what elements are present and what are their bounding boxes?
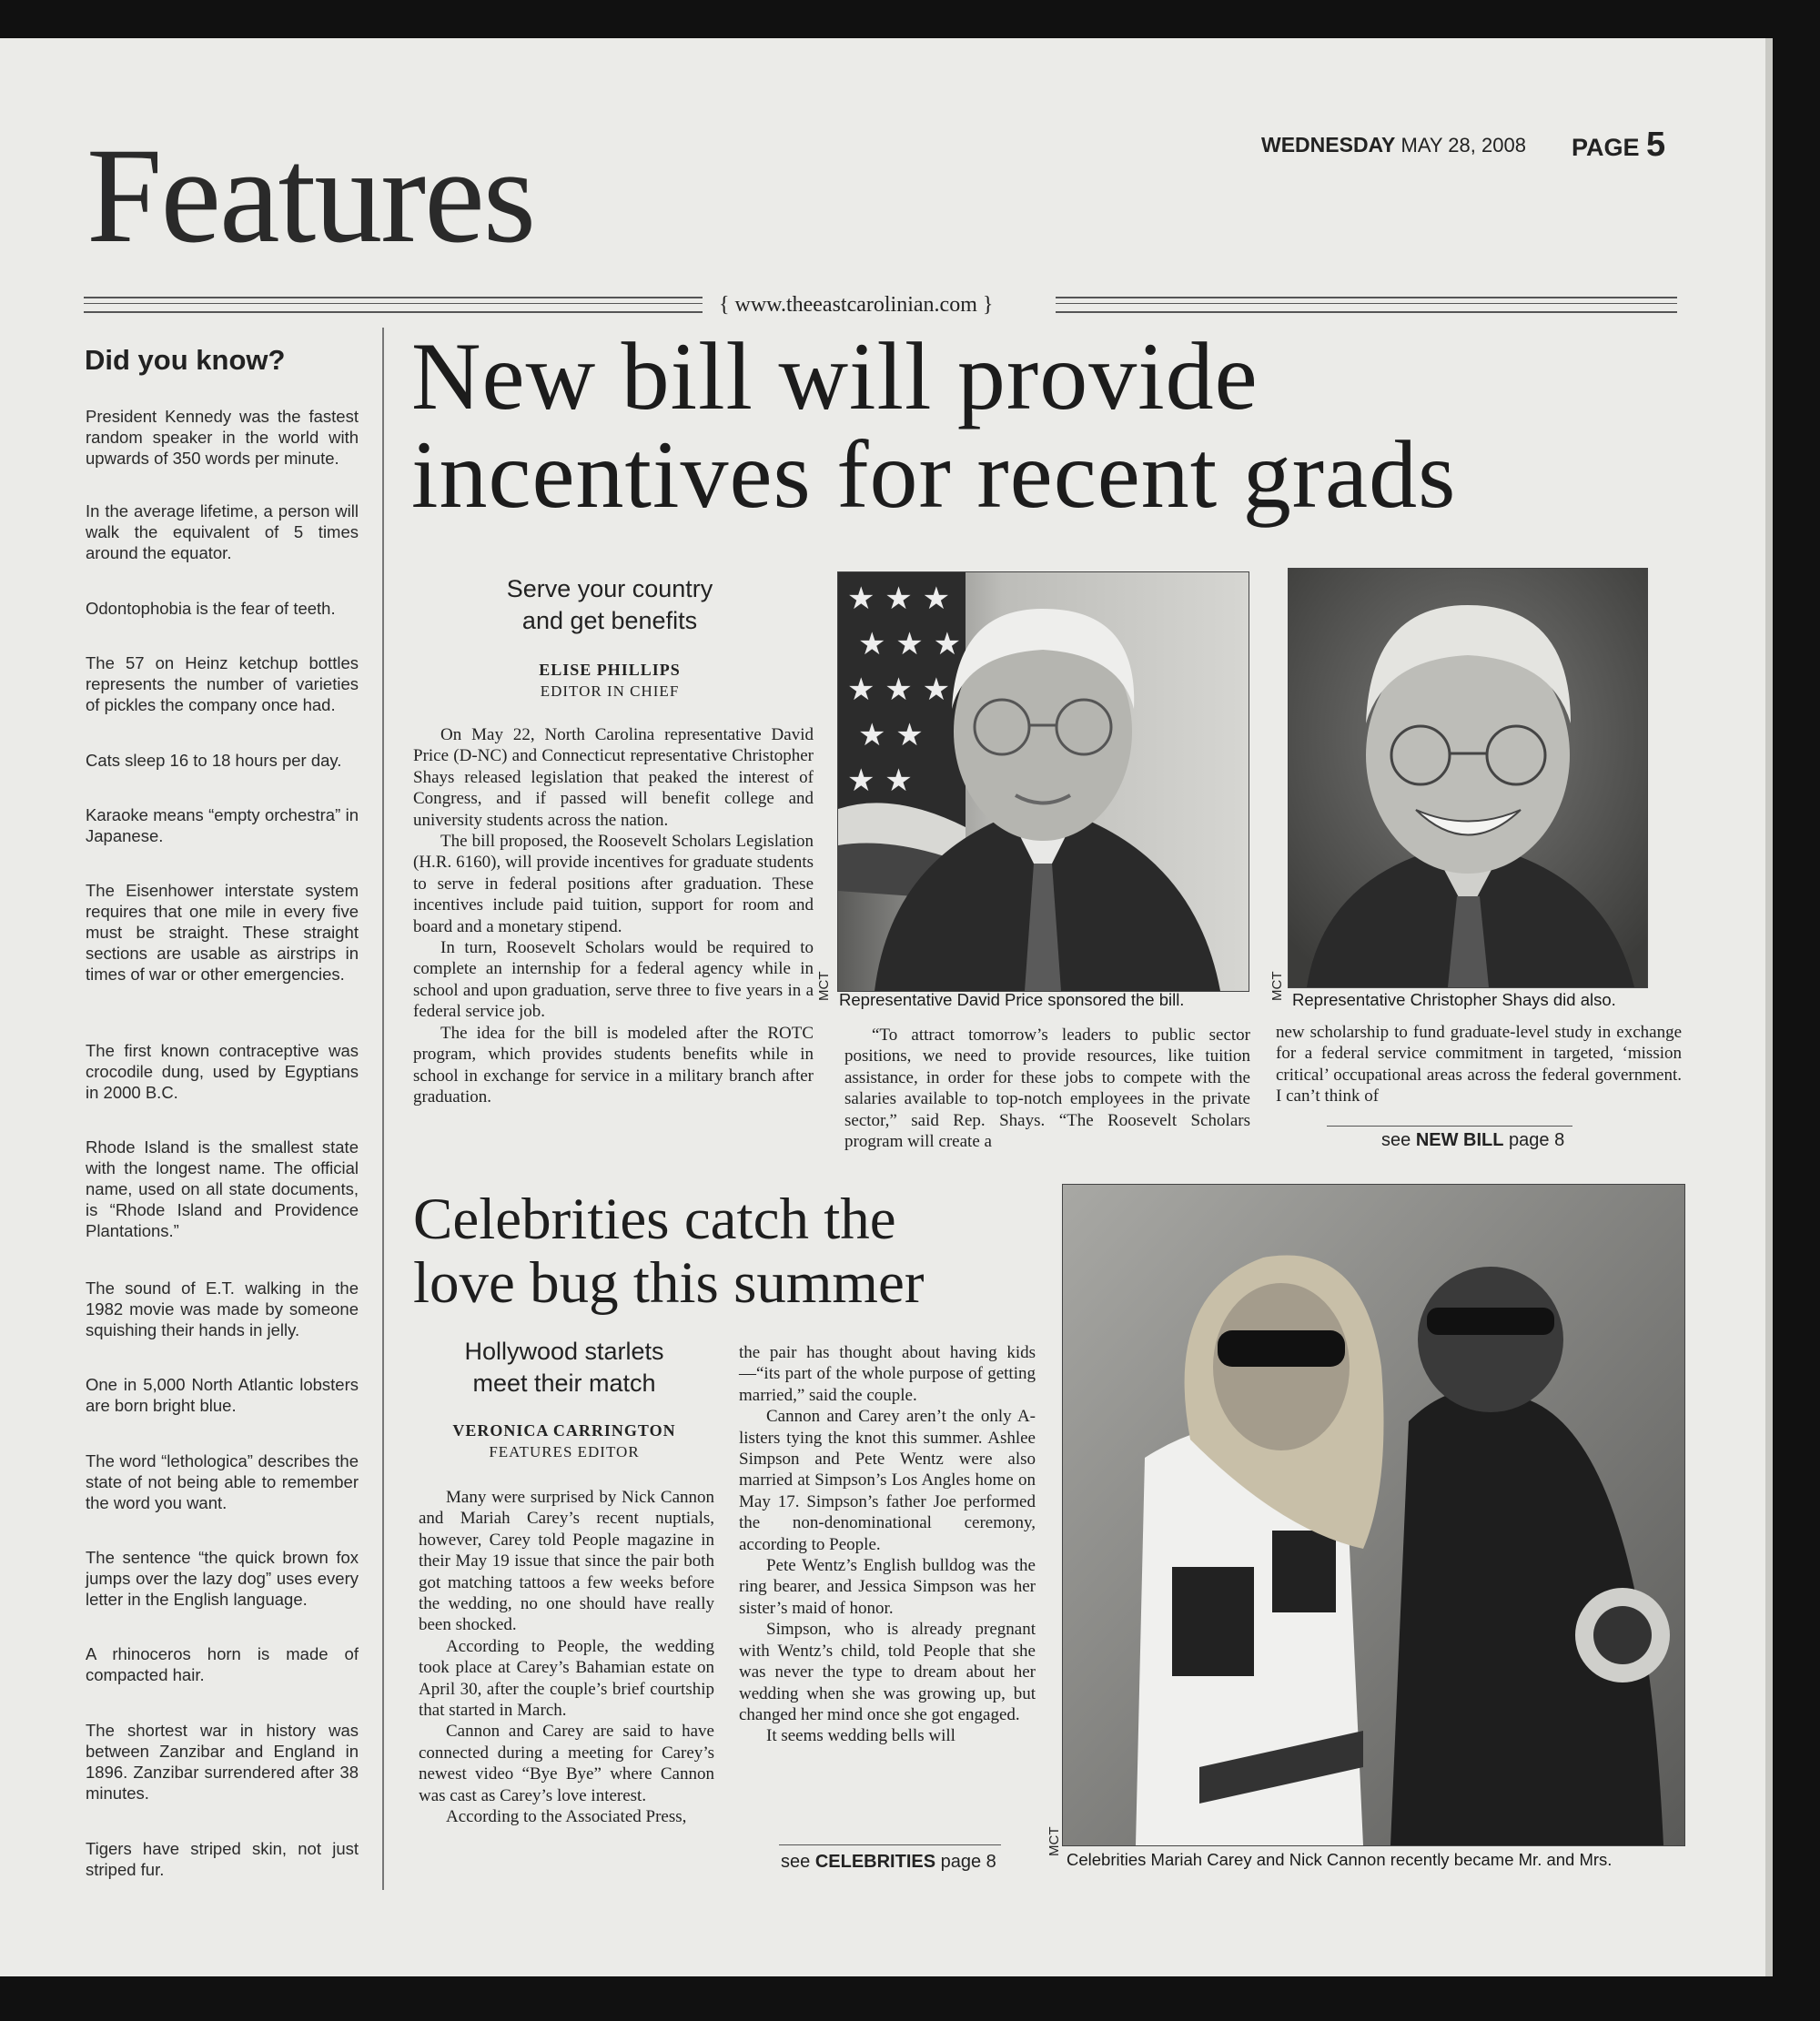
portrait-illustration bbox=[838, 572, 1249, 991]
story1-byline bbox=[428, 659, 792, 702]
story2-paragraph: According to People, the wedding took place at Carey’s Bahamian estate on April 30, after the couple’s brief courtship that started in March. bbox=[419, 1636, 714, 1721]
story2-author: VERONICA CARRINGTON bbox=[452, 1421, 676, 1440]
fact-item: In the average lifetime, a person will walk the equivalent of 5 times around the equator. bbox=[86, 501, 359, 562]
photo1-credit: MCT bbox=[816, 971, 832, 1001]
page-edge bbox=[1765, 38, 1773, 1976]
page-number: 5 bbox=[1646, 126, 1666, 164]
page-number-label bbox=[1572, 126, 1665, 165]
photo1-caption: Representative David Price sponsored the bill. bbox=[839, 990, 1185, 1009]
fact-item: The sound of E.T. walking in the 1982 movie was made by someone squishing their hands in jelly. bbox=[86, 1278, 359, 1339]
portrait-illustration bbox=[1289, 569, 1647, 987]
story2-paragraph: Cannon and Carey are said to have connected during a meeting for Carey’s newest video “Bye Bye” where Cannon was cast as Carey’s love interest. bbox=[419, 1722, 714, 1805]
story2-paragraph: Cannon and Carey aren’t the only A-listers tying the knot this summer. Ashlee Simpson and Pete Wentz were also married at Simpson’s Los Angles home on May 17. Simpson’s father Joe performed the non-denominational ceremony, according to People. bbox=[739, 1407, 1036, 1554]
story2-column-2 bbox=[739, 1342, 1036, 1747]
photo3-credit: MCT bbox=[1046, 1826, 1062, 1856]
svg-text:★ ★: ★ ★ bbox=[858, 717, 924, 753]
fact-item: One in 5,000 North Atlantic lobsters are born bright blue. bbox=[86, 1375, 359, 1415]
jump-page: page 8 bbox=[1509, 1130, 1565, 1150]
jump-see-text: see bbox=[781, 1852, 811, 1872]
svg-text:★ ★: ★ ★ bbox=[847, 763, 913, 799]
fact-item: Tigers have striped skin, not just striped fur. bbox=[86, 1839, 359, 1879]
story2-headline-line1: Celebrities catch the bbox=[413, 1187, 896, 1252]
fact-item: The word “lethologica” describes the state of not being able to remember the word you want. bbox=[86, 1451, 359, 1512]
story1-paragraph: In turn, Roosevelt Scholars would be required to complete an internship for a federal agency while in school and upon graduation, serve three to five years in a federal service job. bbox=[413, 938, 814, 1022]
story2-byline bbox=[391, 1420, 737, 1463]
fact-item: Rhode Island is the smallest state with the longest name. The official name, used on all state documents, is “Rhode Island and Providence Plantations.” bbox=[86, 1137, 359, 1240]
story2-deck-line1: Hollywood starlets bbox=[464, 1338, 664, 1365]
jump-rule bbox=[779, 1844, 1001, 1845]
celebrity-couple-photo bbox=[1062, 1184, 1685, 1846]
fact-item: Odontophobia is the fear of teeth. bbox=[86, 599, 336, 618]
story2-paragraph: Simpson, who is already pregnant with Wentz’s child, told People that she was never the type to dream about her wedding when she was growing up, but changed her mind once she got engaged. bbox=[739, 1620, 1036, 1724]
story1-column-3 bbox=[1276, 1022, 1682, 1107]
couple-illustration bbox=[1063, 1185, 1684, 1845]
website-url[interactable]: { www.theeastcarolinian.com } bbox=[719, 293, 994, 317]
story1-deck-line2: and get benefits bbox=[521, 607, 698, 634]
jump-page: page 8 bbox=[940, 1852, 996, 1872]
christopher-shays-photo bbox=[1288, 568, 1648, 988]
story2-deck-line2: meet their match bbox=[472, 1369, 656, 1397]
story1-headline-line1: New bill will provide bbox=[411, 323, 1259, 429]
jump-see-text: see bbox=[1381, 1130, 1411, 1150]
story2-headline-line2: love bug this summer bbox=[413, 1250, 925, 1316]
fact-item: The shortest war in history was between Zanzibar and England in 1896. Zanzibar surrendered after 38 minutes. bbox=[86, 1721, 359, 1803]
story2-headline bbox=[413, 1187, 1050, 1315]
masthead-rule-left bbox=[84, 297, 703, 313]
story2-paragraph: the pair has thought about having kids—“its part of the whole purpose of getting married,” said the couple. bbox=[739, 1343, 1036, 1405]
story2-paragraph: According to the Associated Press, bbox=[446, 1807, 687, 1827]
story1-headline bbox=[411, 323, 1685, 528]
issue-date bbox=[1261, 133, 1526, 157]
issue-date-text: MAY 28, 2008 bbox=[1400, 134, 1526, 157]
david-price-photo bbox=[837, 571, 1249, 992]
fact-item: The Eisenhower interstate system requires that one mile in every five must be straight. These straight sections are usable as airstrips in times of war or other emergencies. bbox=[86, 881, 359, 984]
story1-paragraph: The bill proposed, the Roosevelt Scholars Legislation (H.R. 6160), will provide incentives for graduate students to serve in federal positions after graduation. These incentives include paid tuition, support for room and board and a monetary stipend. bbox=[413, 832, 814, 936]
new-bill-jump-link[interactable] bbox=[1381, 1130, 1564, 1151]
story2-paragraph: It seems wedding bells will bbox=[766, 1726, 956, 1746]
story1-paragraph: “To attract tomorrow’s leaders to public sector positions, we need to provide resources, like tuition assistance, in order for these jobs to compete with the salaries available to top-notch employees in the private sector,” said Rep. Shays. “The Roosevelt Scholars program will create a bbox=[844, 1026, 1250, 1152]
story1-deck-line1: Serve your country bbox=[506, 575, 713, 602]
story1-deck bbox=[428, 573, 792, 637]
story1-author: ELISE PHILLIPS bbox=[539, 661, 681, 679]
story1-column-1 bbox=[413, 724, 814, 1107]
fact-item: A rhinoceros horn is made of compacted hair. bbox=[86, 1644, 359, 1684]
page-label: PAGE bbox=[1572, 134, 1640, 161]
photo2-caption: Representative Christopher Shays did also. bbox=[1292, 990, 1616, 1009]
story2-paragraph: Many were surprised by Nick Cannon and Mariah Carey’s recent nuptials, however, Carey told People magazine in their May 19 issue that since the pair both got matching tattoos a few weeks before the wedding, no one should have really been shocked. bbox=[419, 1488, 714, 1635]
celebrities-jump-link[interactable] bbox=[781, 1852, 996, 1873]
sidebar-title: Did you know? bbox=[85, 344, 286, 376]
story2-column-1 bbox=[419, 1487, 714, 1828]
fact-item: President Kennedy was the fastest random speaker in the world with upwards of 350 words per minute. bbox=[86, 407, 359, 468]
story2-role: FEATURES EDITOR bbox=[489, 1443, 640, 1460]
fact-item: The 57 on Heinz ketchup bottles represents the number of varieties of pickles the company once had. bbox=[86, 653, 359, 714]
fact-item: Cats sleep 16 to 18 hours per day. bbox=[86, 751, 342, 770]
fact-item: The first known contraceptive was crocodile dung, used by Egyptians in 2000 B.C. bbox=[86, 1041, 359, 1102]
story1-paragraph: new scholarship to fund graduate-level study in exchange for a federal service commitment in targeted, ‘mission critical’ occupational areas across the federal government. I can’t think of bbox=[1276, 1023, 1682, 1106]
sidebar-divider bbox=[382, 328, 384, 1890]
jump-rule bbox=[1327, 1126, 1572, 1127]
photo2-credit: MCT bbox=[1269, 971, 1285, 1001]
story2-deck bbox=[400, 1336, 728, 1400]
issue-day: WEDNESDAY bbox=[1261, 133, 1396, 157]
svg-text:★ ★ ★: ★ ★ ★ bbox=[858, 626, 962, 662]
photo3-caption: Celebrities Mariah Carey and Nick Cannon recently became Mr. and Mrs. bbox=[1067, 1850, 1613, 1869]
section-title: Features bbox=[86, 120, 535, 271]
masthead-rule-right bbox=[1056, 297, 1677, 313]
fact-item: The sentence “the quick brown fox jumps over the lazy dog” uses every letter in the English language. bbox=[86, 1548, 359, 1609]
story1-column-2 bbox=[844, 1025, 1250, 1152]
svg-text:★ ★ ★: ★ ★ ★ bbox=[847, 672, 951, 708]
jump-name: CELEBRITIES bbox=[814, 1852, 936, 1872]
story1-headline-line2: incentives for recent grads bbox=[411, 421, 1457, 528]
story1-role: EDITOR IN CHIEF bbox=[540, 682, 680, 700]
story1-paragraph: The idea for the bill is modeled after the ROTC program, which provides students benefits while in school in exchange for service in a military branch after graduation. bbox=[413, 1023, 814, 1106]
jump-name: NEW BILL bbox=[1415, 1130, 1504, 1150]
svg-text:★ ★ ★: ★ ★ ★ bbox=[847, 581, 951, 617]
story2-paragraph: Pete Wentz’s English bulldog was the ring bearer, and Jessica Simpson was her sister’s maid of honor. bbox=[739, 1556, 1036, 1618]
fact-item: Karaoke means “empty orchestra” in Japanese. bbox=[86, 805, 359, 845]
story1-paragraph: On May 22, North Carolina representative David Price (D-NC) and Connecticut representative Christopher Shays released legislation that peaked the interest of Congress, and if passed will benefit college and university students across the nation. bbox=[413, 725, 814, 830]
